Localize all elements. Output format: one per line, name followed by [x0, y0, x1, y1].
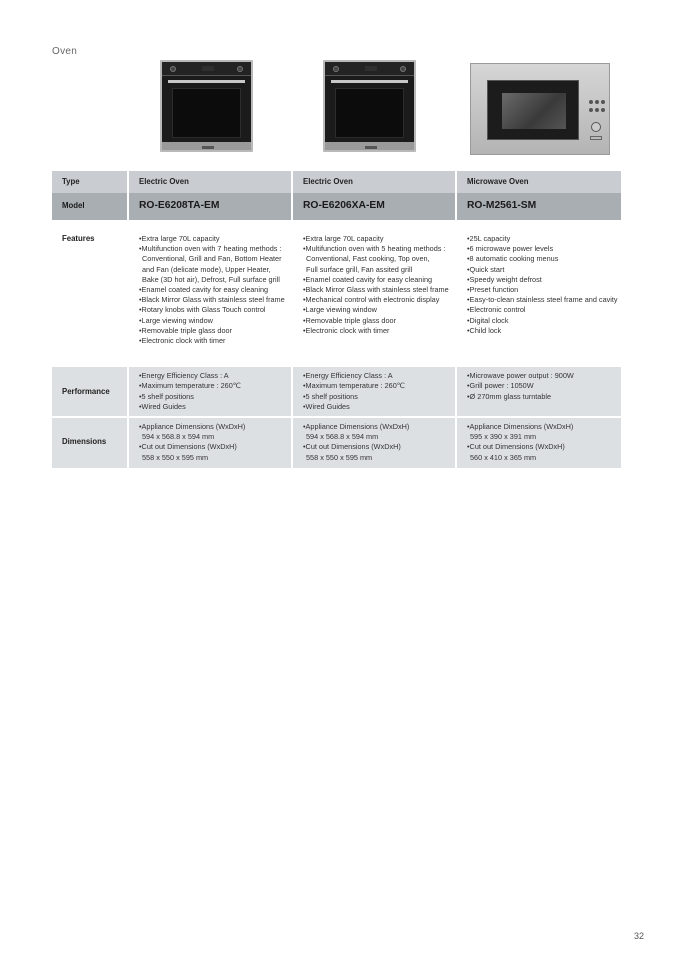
list-item: Conventional, Fast cooking, Top oven,: [306, 254, 430, 264]
list-item: •Enamel coated cavity for easy cleaning: [303, 274, 433, 284]
list-item: •Electronic control: [467, 305, 526, 315]
list-item: 558 x 550 x 595 mm: [306, 452, 373, 462]
list-item: •Energy Efficiency Class : A: [139, 371, 229, 381]
list-item: •Microwave power output : 900W: [467, 371, 574, 381]
dimensions-list-3: [457, 416, 621, 468]
list-item: •Grill power : 1050W: [467, 381, 534, 391]
type-row: [52, 171, 621, 193]
dimensions-row: [52, 416, 621, 468]
list-item: •Quick start: [467, 264, 505, 274]
features-row: [52, 231, 621, 350]
list-item: •Mechanical control with electronic display: [303, 295, 440, 305]
list-item: •Cut out Dimensions (WxDxH): [139, 442, 237, 452]
type-value-2: Electric Oven: [293, 171, 455, 193]
list-item: •Electronic clock with timer: [303, 325, 390, 335]
list-item: •Large viewing window: [303, 305, 377, 315]
performance-row: [52, 367, 621, 416]
oven-image-2: [323, 60, 416, 152]
list-item: •Wired Guides: [139, 401, 186, 411]
list-item: 595 x 390 x 391 mm: [470, 432, 537, 442]
list-item: •Multifunction oven with 5 heating methods :: [303, 244, 446, 254]
list-item: •Appliance Dimensions (WxDxH): [139, 422, 246, 432]
dimensions-list-2: [293, 416, 455, 468]
page-number: 32: [634, 931, 645, 941]
list-item: •Removable triple glass door: [139, 325, 232, 335]
list-item: •25L capacity: [467, 234, 511, 243]
section-title: Oven: [52, 46, 78, 57]
model-value-2: RO-E6206XA-EM: [293, 193, 455, 220]
list-item: 558 x 550 x 595 mm: [142, 452, 209, 462]
dimensions-list-1: [129, 416, 291, 468]
list-item: •Ø 270mm glass turntable: [467, 391, 552, 401]
list-item: and Fan (delicate mode), Upper Heater,: [142, 264, 271, 274]
list-item: •Energy Efficiency Class : A: [303, 371, 393, 381]
features-label: Features: [62, 234, 95, 243]
list-item: •Wired Guides: [303, 401, 350, 411]
type-label: Type: [52, 171, 127, 193]
performance-list-3: [457, 367, 621, 416]
list-item: •6 microwave power levels: [467, 244, 554, 254]
list-item: 594 x 568.8 x 594 mm: [306, 432, 379, 442]
list-item: •Extra large 70L capacity: [303, 234, 384, 243]
product-images: [52, 60, 621, 160]
microwave-image: [470, 63, 610, 155]
list-item: •Black Mirror Glass with stainless steel frame: [303, 285, 449, 295]
model-value-1: RO-E6208TA-EM: [129, 193, 291, 220]
list-item: •Removable triple glass door: [303, 315, 396, 325]
list-item: •Child lock: [467, 325, 502, 335]
list-item: •Appliance Dimensions (WxDxH): [303, 422, 410, 432]
list-item: Conventional, Grill and Fan, Bottom Heater: [142, 254, 282, 264]
list-item: •Electronic clock with timer: [139, 336, 226, 346]
list-item: •Easy-to-clean stainless steel frame and cavity: [467, 295, 618, 305]
list-item: •Speedy weight defrost: [467, 274, 542, 284]
list-item: •Enamel coated cavity for easy cleaning: [139, 285, 269, 295]
model-value-3: RO-M2561-SM: [457, 193, 621, 220]
spec-table: [52, 171, 621, 468]
list-item: Full surface grill, Fan assited grill: [306, 264, 413, 274]
list-item: •Cut out Dimensions (WxDxH): [303, 442, 401, 452]
list-item: •Maximum temperature : 260℃: [303, 381, 405, 391]
list-item: •Preset function: [467, 285, 519, 295]
list-item: 594 x 568.8 x 594 mm: [142, 432, 215, 442]
type-value-3: Microwave Oven: [457, 171, 621, 193]
list-item: •Large viewing window: [139, 315, 213, 325]
dimensions-label: Dimensions: [52, 416, 127, 468]
list-item: •Cut out Dimensions (WxDxH): [467, 442, 565, 452]
list-item: •Extra large 70L capacity: [139, 234, 220, 243]
model-row: [52, 193, 621, 220]
model-label: Model: [52, 193, 127, 220]
list-item: •Maximum temperature : 260℃: [139, 381, 241, 391]
performance-label: Performance: [52, 367, 127, 416]
oven-image-1: [160, 60, 253, 152]
list-item: •Digital clock: [467, 315, 509, 325]
features-list-1: [129, 231, 291, 350]
list-item: •Appliance Dimensions (WxDxH): [467, 422, 574, 432]
list-item: •Multifunction oven with 7 heating methods :: [139, 244, 282, 254]
type-value-1: Electric Oven: [129, 171, 291, 193]
features-list-3: [457, 231, 621, 350]
list-item: •Rotary knobs with Glass Touch control: [139, 305, 266, 315]
list-item: Bake (3D hot air), Defrost, Full surface grill: [142, 274, 280, 284]
list-item: •8 automatic cooking menus: [467, 254, 559, 264]
performance-list-1: [129, 367, 291, 416]
list-item: •5 shelf positions: [303, 391, 358, 401]
features-list-2: [293, 231, 455, 350]
list-item: 560 x 410 x 365 mm: [470, 452, 537, 462]
list-item: •5 shelf positions: [139, 391, 194, 401]
performance-list-2: [293, 367, 455, 416]
list-item: •Black Mirror Glass with stainless steel frame: [139, 295, 285, 305]
